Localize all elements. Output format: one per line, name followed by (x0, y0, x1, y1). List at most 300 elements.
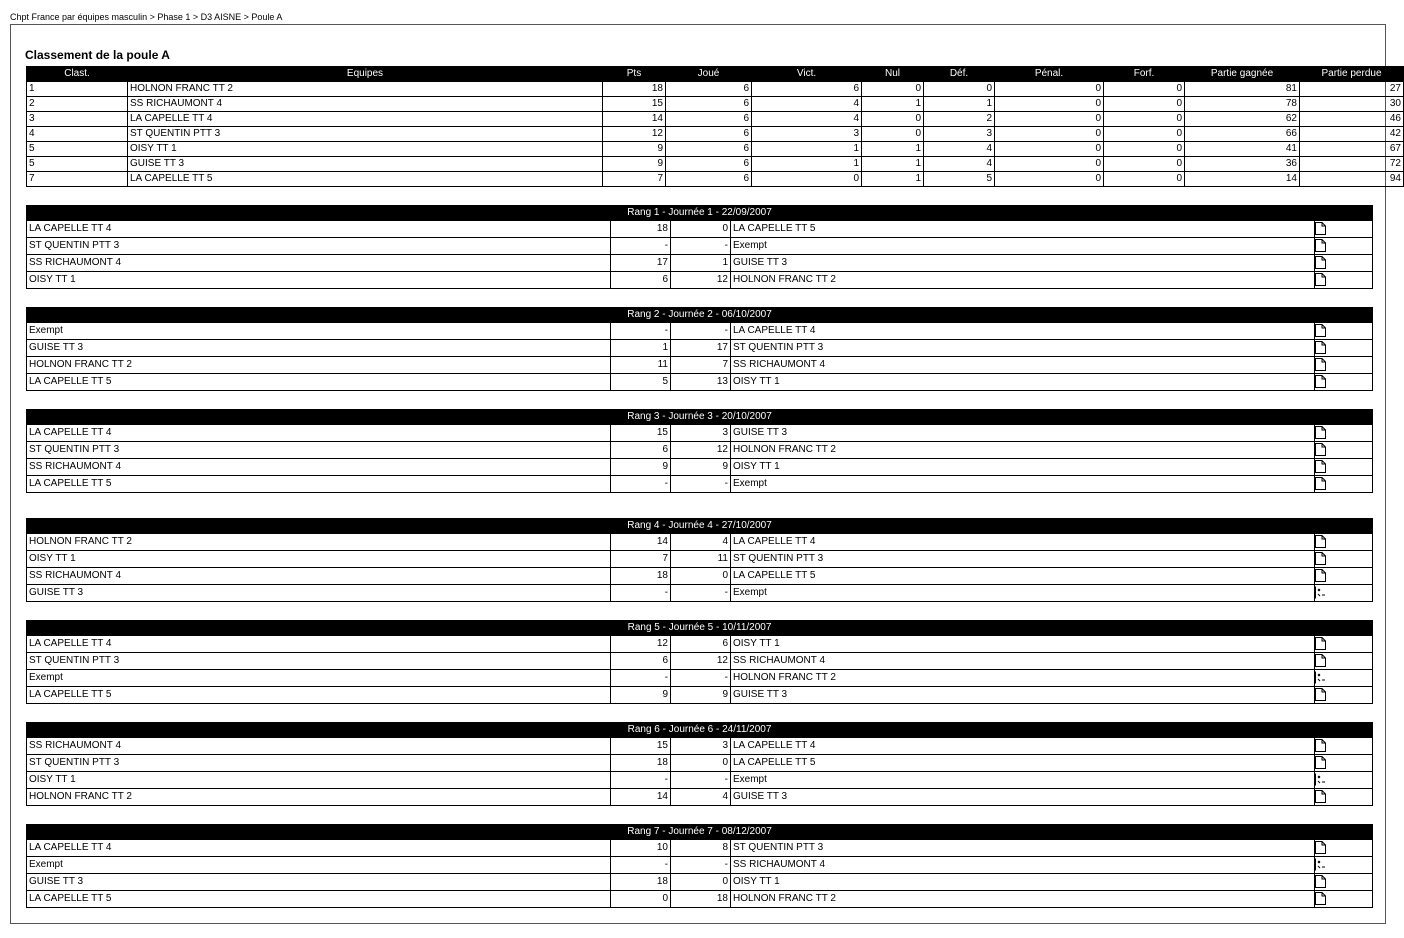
ranking-cell: 4 (752, 97, 862, 112)
home-score: 11 (611, 357, 671, 374)
match-row (27, 357, 1373, 374)
match-row (27, 476, 1373, 493)
match-sheet-cell[interactable] (1315, 738, 1373, 755)
round-table (26, 205, 1373, 289)
team-link[interactable]: ST QUENTIN PTT 3 (128, 127, 603, 142)
ranking-cell: 78 (1185, 97, 1300, 112)
home-team[interactable]: ST QUENTIN PTT 3 (27, 238, 611, 255)
ranking-cell: 6 (666, 172, 752, 187)
document-icon[interactable] (1315, 757, 1326, 768)
match-sheet-cell[interactable] (1315, 476, 1373, 493)
ranking-cell: 0 (995, 142, 1104, 157)
col-header-vict: Vict. (752, 67, 862, 82)
home-team[interactable]: HOLNON FRANC TT 2 (27, 357, 611, 374)
home-score: 15 (611, 738, 671, 755)
ranking-row (27, 172, 1404, 187)
match-row (27, 238, 1373, 255)
ranking-cell: 0 (862, 112, 924, 127)
ranking-cell: 15 (603, 97, 666, 112)
away-team[interactable]: ST QUENTIN PTT 3 (731, 840, 1315, 857)
home-team[interactable]: OISY TT 1 (27, 272, 611, 289)
match-sheet-cell[interactable] (1315, 459, 1373, 476)
round-header-row (27, 410, 1373, 425)
home-team[interactable]: LA CAPELLE TT 4 (27, 840, 611, 857)
home-score: - (611, 670, 671, 687)
away-score: - (671, 323, 731, 340)
document-icon[interactable] (1315, 325, 1326, 336)
away-team[interactable]: ST QUENTIN PTT 3 (731, 551, 1315, 568)
match-sheet-cell[interactable] (1315, 687, 1373, 704)
round-title: Rang 7 - Journée 7 - 08/12/2007 (27, 825, 1373, 840)
home-team[interactable]: Exempt (27, 323, 611, 340)
round-table (26, 409, 1373, 493)
away-team[interactable]: GUISE TT 3 (731, 255, 1315, 272)
away-score: 4 (671, 789, 731, 806)
match-row (27, 840, 1373, 857)
ranking-cell: 81 (1185, 82, 1300, 97)
away-score: 12 (671, 272, 731, 289)
team-link[interactable]: LA CAPELLE TT 5 (128, 172, 603, 187)
home-score: 15 (611, 425, 671, 442)
away-score: 17 (671, 340, 731, 357)
ranking-cell: 7 (27, 172, 128, 187)
home-score: - (611, 238, 671, 255)
match-row (27, 738, 1373, 755)
ranking-cell: 1 (862, 157, 924, 172)
ranking-cell: 6 (666, 142, 752, 157)
document-icon[interactable] (1315, 638, 1326, 649)
match-row (27, 272, 1373, 289)
match-sheet-cell[interactable] (1315, 374, 1373, 391)
match-row (27, 459, 1373, 476)
ranking-cell: 1 (752, 157, 862, 172)
ranking-cell: 2 (924, 112, 995, 127)
document-icon[interactable] (1315, 444, 1326, 455)
breadcrumb[interactable]: Chpt France par équipes masculin > Phase 1 > D3 AISNE > Poule A (10, 12, 283, 22)
ranking-cell: 5 (27, 142, 128, 157)
match-sheet-cell[interactable] (1315, 857, 1373, 874)
match-sheet-cell[interactable] (1315, 840, 1373, 857)
home-score: - (611, 857, 671, 874)
home-score: - (611, 772, 671, 789)
broken-document-icon[interactable] (1315, 859, 1326, 870)
home-score: 18 (611, 755, 671, 772)
match-sheet-cell[interactable] (1315, 255, 1373, 272)
ranking-cell: 14 (1185, 172, 1300, 187)
match-row (27, 374, 1373, 391)
match-row (27, 534, 1373, 551)
home-score: 6 (611, 272, 671, 289)
home-score: - (611, 476, 671, 493)
away-team[interactable]: Exempt (731, 476, 1315, 493)
round-table (26, 518, 1373, 602)
ranking-row (27, 157, 1404, 172)
ranking-row (27, 142, 1404, 157)
match-row (27, 425, 1373, 442)
away-score: 1 (671, 255, 731, 272)
away-team[interactable]: HOLNON FRANC TT 2 (731, 891, 1315, 908)
document-icon[interactable] (1315, 876, 1326, 887)
ranking-cell: 30 (1300, 97, 1404, 112)
home-score: 18 (611, 874, 671, 891)
team-link[interactable]: SS RICHAUMONT 4 (128, 97, 603, 112)
home-team[interactable]: GUISE TT 3 (27, 874, 611, 891)
away-team[interactable]: SS RICHAUMONT 4 (731, 653, 1315, 670)
ranking-cell: 62 (1185, 112, 1300, 127)
round-table (26, 824, 1373, 908)
ranking-cell: 94 (1300, 172, 1404, 187)
ranking-cell: 67 (1300, 142, 1404, 157)
home-team[interactable]: LA CAPELLE TT 5 (27, 476, 611, 493)
document-icon[interactable] (1315, 478, 1326, 489)
document-icon[interactable] (1315, 274, 1326, 285)
away-score: 8 (671, 840, 731, 857)
ranking-cell: 0 (995, 172, 1104, 187)
away-score: 9 (671, 459, 731, 476)
round-header-row (27, 206, 1373, 221)
away-score: 0 (671, 221, 731, 238)
home-team[interactable]: SS RICHAUMONT 4 (27, 738, 611, 755)
document-icon[interactable] (1315, 461, 1326, 472)
away-team[interactable]: SS RICHAUMONT 4 (731, 857, 1315, 874)
ranking-table (26, 66, 1404, 187)
document-icon[interactable] (1315, 893, 1326, 904)
ranking-cell: 1 (862, 142, 924, 157)
match-sheet-cell[interactable] (1315, 568, 1373, 585)
col-header-penal: Pénal. (995, 67, 1104, 82)
ranking-cell: 0 (1104, 112, 1185, 127)
away-team[interactable]: Exempt (731, 238, 1315, 255)
home-score: 14 (611, 534, 671, 551)
ranking-row (27, 112, 1404, 127)
home-score: 9 (611, 687, 671, 704)
round-title: Rang 6 - Journée 6 - 24/11/2007 (27, 723, 1373, 738)
ranking-cell: 46 (1300, 112, 1404, 127)
away-team[interactable]: Exempt (731, 772, 1315, 789)
home-team[interactable]: LA CAPELLE TT 4 (27, 636, 611, 653)
round-header-row (27, 825, 1373, 840)
away-score: - (671, 670, 731, 687)
match-row (27, 221, 1373, 238)
ranking-row (27, 82, 1404, 97)
round-title: Rang 3 - Journée 3 - 20/10/2007 (27, 410, 1373, 425)
match-sheet-cell[interactable] (1315, 442, 1373, 459)
ranking-cell: 0 (995, 97, 1104, 112)
away-score: - (671, 476, 731, 493)
match-sheet-cell[interactable] (1315, 874, 1373, 891)
ranking-cell: 72 (1300, 157, 1404, 172)
match-sheet-cell[interactable] (1315, 772, 1373, 789)
ranking-cell: 4 (924, 142, 995, 157)
away-score: 6 (671, 636, 731, 653)
match-sheet-cell[interactable] (1315, 891, 1373, 908)
col-header-partie-perdue: Partie perdue (1300, 67, 1404, 82)
ranking-cell: 0 (995, 82, 1104, 97)
away-team[interactable]: LA CAPELLE TT 5 (731, 221, 1315, 238)
home-team[interactable]: ST QUENTIN PTT 3 (27, 653, 611, 670)
home-score: 1 (611, 340, 671, 357)
home-score: 0 (611, 891, 671, 908)
round-header-row (27, 519, 1373, 534)
round-title: Rang 4 - Journée 4 - 27/10/2007 (27, 519, 1373, 534)
home-team[interactable]: Exempt (27, 857, 611, 874)
away-team[interactable]: GUISE TT 3 (731, 687, 1315, 704)
col-header-joue: Joué (666, 67, 752, 82)
ranking-cell: 5 (924, 172, 995, 187)
ranking-cell: 3 (752, 127, 862, 142)
document-icon[interactable] (1315, 842, 1326, 853)
col-header-pts: Pts (603, 67, 666, 82)
away-score: 9 (671, 687, 731, 704)
match-row (27, 772, 1373, 789)
away-score: 7 (671, 357, 731, 374)
match-row (27, 255, 1373, 272)
ranking-cell: 6 (666, 82, 752, 97)
away-team[interactable]: LA CAPELLE TT 5 (731, 755, 1315, 772)
ranking-cell: 0 (862, 127, 924, 142)
home-team[interactable]: Exempt (27, 670, 611, 687)
ranking-cell: 0 (1104, 142, 1185, 157)
ranking-row (27, 127, 1404, 142)
match-sheet-cell[interactable] (1315, 585, 1373, 602)
match-row (27, 687, 1373, 704)
home-team[interactable]: LA CAPELLE TT 5 (27, 687, 611, 704)
match-row (27, 670, 1373, 687)
home-team[interactable]: LA CAPELLE TT 5 (27, 891, 611, 908)
home-team[interactable]: HOLNON FRANC TT 2 (27, 534, 611, 551)
ranking-cell: 1 (862, 172, 924, 187)
match-row (27, 857, 1373, 874)
round-header-row (27, 308, 1373, 323)
home-score: 5 (611, 374, 671, 391)
round-table (26, 722, 1373, 806)
away-score: 12 (671, 442, 731, 459)
match-row (27, 585, 1373, 602)
ranking-row (27, 97, 1404, 112)
ranking-cell: 0 (924, 82, 995, 97)
match-sheet-cell[interactable] (1315, 789, 1373, 806)
team-link[interactable]: LA CAPELLE TT 4 (128, 112, 603, 127)
match-row (27, 891, 1373, 908)
col-header-clast: Clast. (27, 67, 128, 82)
away-team[interactable]: GUISE TT 3 (731, 789, 1315, 806)
ranking-cell: 9 (603, 157, 666, 172)
team-link[interactable]: GUISE TT 3 (128, 157, 603, 172)
match-row (27, 636, 1373, 653)
document-icon[interactable] (1315, 655, 1326, 666)
home-score: 9 (611, 459, 671, 476)
away-team[interactable]: GUISE TT 3 (731, 425, 1315, 442)
team-link[interactable]: OISY TT 1 (128, 142, 603, 157)
document-icon[interactable] (1315, 257, 1326, 268)
document-icon[interactable] (1315, 536, 1326, 547)
ranking-cell: 0 (1104, 97, 1185, 112)
home-score: 6 (611, 653, 671, 670)
ranking-cell: 41 (1185, 142, 1300, 157)
broken-document-icon[interactable] (1315, 672, 1326, 683)
away-team[interactable]: OISY TT 1 (731, 636, 1315, 653)
home-team[interactable]: LA CAPELLE TT 5 (27, 374, 611, 391)
home-score: - (611, 323, 671, 340)
match-sheet-cell[interactable] (1315, 551, 1373, 568)
away-team[interactable]: ST QUENTIN PTT 3 (731, 340, 1315, 357)
round-title: Rang 2 - Journée 2 - 06/10/2007 (27, 308, 1373, 323)
ranking-cell: 0 (1104, 172, 1185, 187)
ranking-cell: 4 (752, 112, 862, 127)
away-team[interactable]: LA CAPELLE TT 4 (731, 534, 1315, 551)
away-team[interactable]: HOLNON FRANC TT 2 (731, 272, 1315, 289)
ranking-cell: 0 (995, 112, 1104, 127)
home-team[interactable]: HOLNON FRANC TT 2 (27, 789, 611, 806)
ranking-cell: 0 (1104, 157, 1185, 172)
ranking-title: Classement de la poule A (25, 48, 170, 62)
match-sheet-cell[interactable] (1315, 238, 1373, 255)
home-team[interactable]: ST QUENTIN PTT 3 (27, 755, 611, 772)
home-team[interactable]: LA CAPELLE TT 4 (27, 425, 611, 442)
ranking-cell: 0 (1104, 127, 1185, 142)
match-row (27, 551, 1373, 568)
match-sheet-cell[interactable] (1315, 636, 1373, 653)
document-icon[interactable] (1315, 791, 1326, 802)
home-team[interactable]: SS RICHAUMONT 4 (27, 568, 611, 585)
home-team[interactable]: LA CAPELLE TT 4 (27, 221, 611, 238)
round-table (26, 307, 1373, 391)
away-team[interactable]: OISY TT 1 (731, 374, 1315, 391)
away-team[interactable]: LA CAPELLE TT 4 (731, 323, 1315, 340)
document-icon[interactable] (1315, 240, 1326, 251)
away-team[interactable]: HOLNON FRANC TT 2 (731, 670, 1315, 687)
match-sheet-cell[interactable] (1315, 670, 1373, 687)
away-score: 3 (671, 738, 731, 755)
match-sheet-cell[interactable] (1315, 755, 1373, 772)
ranking-cell: 2 (27, 97, 128, 112)
match-row (27, 653, 1373, 670)
home-score: 12 (611, 636, 671, 653)
away-score: 0 (671, 568, 731, 585)
away-score: 0 (671, 874, 731, 891)
ranking-cell: 27 (1300, 82, 1404, 97)
ranking-cell: 0 (862, 82, 924, 97)
document-icon[interactable] (1315, 359, 1326, 370)
document-icon[interactable] (1315, 376, 1326, 387)
document-icon[interactable] (1315, 223, 1326, 234)
home-team[interactable]: OISY TT 1 (27, 551, 611, 568)
match-sheet-cell[interactable] (1315, 221, 1373, 238)
ranking-cell: 4 (924, 157, 995, 172)
document-icon[interactable] (1315, 570, 1326, 581)
home-team[interactable]: GUISE TT 3 (27, 340, 611, 357)
match-sheet-cell[interactable] (1315, 272, 1373, 289)
away-team[interactable]: OISY TT 1 (731, 874, 1315, 891)
ranking-cell: 4 (27, 127, 128, 142)
document-icon[interactable] (1315, 740, 1326, 751)
ranking-header-row (27, 67, 1404, 82)
home-score: 7 (611, 551, 671, 568)
match-sheet-cell[interactable] (1315, 323, 1373, 340)
ranking-cell: 0 (1104, 82, 1185, 97)
ranking-cell: 0 (995, 157, 1104, 172)
away-score: 12 (671, 653, 731, 670)
away-score: 4 (671, 534, 731, 551)
away-team[interactable]: Exempt (731, 585, 1315, 602)
home-team[interactable]: SS RICHAUMONT 4 (27, 255, 611, 272)
document-icon[interactable] (1315, 342, 1326, 353)
away-score: 3 (671, 425, 731, 442)
away-score: 13 (671, 374, 731, 391)
away-score: 18 (671, 891, 731, 908)
ranking-cell: 0 (752, 172, 862, 187)
match-row (27, 789, 1373, 806)
home-team[interactable]: GUISE TT 3 (27, 585, 611, 602)
away-team[interactable]: OISY TT 1 (731, 459, 1315, 476)
match-row (27, 755, 1373, 772)
round-title: Rang 1 - Journée 1 - 22/09/2007 (27, 206, 1373, 221)
ranking-cell: 3 (924, 127, 995, 142)
ranking-cell: 6 (666, 97, 752, 112)
ranking-cell: 6 (752, 82, 862, 97)
away-score: 0 (671, 755, 731, 772)
match-sheet-cell[interactable] (1315, 534, 1373, 551)
ranking-cell: 1 (27, 82, 128, 97)
home-score: 14 (611, 789, 671, 806)
ranking-cell: 6 (666, 112, 752, 127)
broken-document-icon[interactable] (1315, 774, 1326, 785)
col-header-forf: Forf. (1104, 67, 1185, 82)
ranking-cell: 7 (603, 172, 666, 187)
match-sheet-cell[interactable] (1315, 357, 1373, 374)
away-team[interactable]: SS RICHAUMONT 4 (731, 357, 1315, 374)
match-row (27, 442, 1373, 459)
away-team[interactable]: HOLNON FRANC TT 2 (731, 442, 1315, 459)
home-team[interactable]: ST QUENTIN PTT 3 (27, 442, 611, 459)
home-team[interactable]: OISY TT 1 (27, 772, 611, 789)
away-score: - (671, 857, 731, 874)
ranking-cell: 6 (666, 157, 752, 172)
match-row (27, 340, 1373, 357)
round-header-row (27, 723, 1373, 738)
document-icon[interactable] (1315, 689, 1326, 700)
ranking-cell: 5 (27, 157, 128, 172)
team-link[interactable]: HOLNON FRANC TT 2 (128, 82, 603, 97)
ranking-cell: 6 (666, 127, 752, 142)
broken-document-icon[interactable] (1315, 587, 1326, 598)
home-team[interactable]: SS RICHAUMONT 4 (27, 459, 611, 476)
ranking-cell: 1 (924, 97, 995, 112)
home-score: 10 (611, 840, 671, 857)
home-score: 6 (611, 442, 671, 459)
home-score: 18 (611, 568, 671, 585)
match-sheet-cell[interactable] (1315, 653, 1373, 670)
away-team[interactable]: LA CAPELLE TT 4 (731, 738, 1315, 755)
ranking-cell: 1 (862, 97, 924, 112)
away-score: - (671, 238, 731, 255)
document-icon[interactable] (1315, 553, 1326, 564)
home-score: 18 (611, 221, 671, 238)
ranking-cell: 18 (603, 82, 666, 97)
col-header-equipes: Equipes (128, 67, 603, 82)
away-score: 11 (671, 551, 731, 568)
match-sheet-cell[interactable] (1315, 425, 1373, 442)
col-header-def: Déf. (924, 67, 995, 82)
ranking-cell: 3 (27, 112, 128, 127)
document-icon[interactable] (1315, 427, 1326, 438)
away-team[interactable]: LA CAPELLE TT 5 (731, 568, 1315, 585)
away-score: - (671, 585, 731, 602)
match-row (27, 323, 1373, 340)
away-score: - (671, 772, 731, 789)
ranking-cell: 66 (1185, 127, 1300, 142)
match-sheet-cell[interactable] (1315, 340, 1373, 357)
